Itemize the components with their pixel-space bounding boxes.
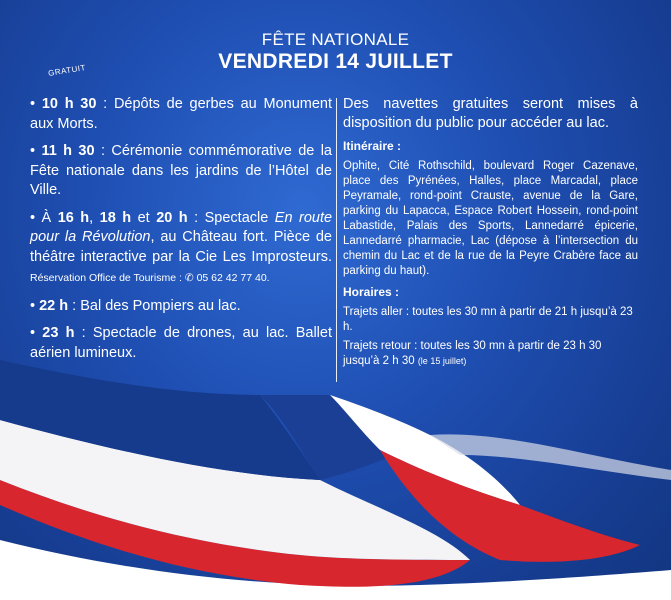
phone-icon: ✆ — [184, 272, 194, 284]
trip-back-note: (le 15 juillet) — [417, 356, 467, 366]
schedule-time: 20 h — [156, 209, 188, 226]
schedule-time: 23 h — [42, 325, 75, 341]
hours-heading: Horaires : — [343, 285, 400, 299]
page-title: VENDREDI 14 JUILLET — [218, 50, 453, 73]
schedule-text: : Spectacle de drones, au lac. Ballet aérien lumineux. — [30, 325, 332, 361]
schedule-text: , au Château fort. Pièce de théâtre interactive par la Cie Les Improsteurs. — [30, 229, 332, 265]
schedule-text: : Spectacle — [187, 209, 275, 226]
trip-back-text: Trajets retour : toutes les 30 mn à partir de 23 h 30 jusqu’à 2 h 30 — [343, 340, 602, 367]
schedule-text: : Dépôts de gerbes au Monument aux Morts. — [30, 96, 332, 132]
schedule-text: : Bal des Pompiers au lac. — [68, 297, 241, 314]
shuttle-intro: Des navettes gratuites seront mises à disposition du public pour accéder au lac. — [343, 96, 638, 131]
schedule-item: • À 16 h, 18 h et 20 h : Spectacle En route pour la Révolution, au Château fort. Pièce de théâtre interactive par la Cie Les Improsteurs. Réservation Office de Tourisme : ✆ 05 62 42 77 40. — [30, 209, 333, 284]
phone-number[interactable]: 05 62 42 77 40. — [193, 272, 270, 284]
reservation-text: Réservation Office de Tourisme : — [30, 272, 185, 284]
show-title: En route pour la Révolution — [30, 209, 333, 245]
itinerary-text: Ophite, Cité Rothschild, boulevard Roger Cazenave, place des Pyrénées, Halles, place Marcadal, place Peyramale, rond-point Crauste, avenue de la Gare, parking du Lapacca, Espace Robert Hossein, rond-point Labastide, Palais des Sports, Lannedarré épicerie, Lannedarré pharmacie, Lac (dépose à l’intersection du chemin du Lac et de la rue de la Peyre Crabère face au parking du haut). — [343, 160, 638, 277]
schedule-time: 10 h 30 — [41, 96, 97, 112]
schedule-text: : Cérémonie commémorative de la Fête nationale dans les jardins de l’Hôtel de Ville. — [30, 143, 332, 198]
free-tag: GRATUIT — [47, 63, 87, 78]
schedule-time: 16 h — [57, 209, 90, 226]
itinerary-heading: Itinéraire : — [343, 139, 402, 153]
schedule-time: 22 h — [39, 297, 69, 314]
schedule-time: 11 h 30 — [41, 143, 95, 159]
trip-out: Trajets aller : toutes les 30 mn à partir de 21 h jusqu’à 23 h. — [343, 306, 633, 333]
pretitle: FÊTE NATIONALE — [261, 30, 410, 49]
schedule-time: 18 h — [99, 209, 132, 226]
schedule-item: • 10 h 30 : Dépôts de gerbes au Monument aux Morts. — [30, 96, 332, 132]
schedule-text: , — [89, 209, 100, 226]
schedule-text: et — [131, 209, 157, 226]
schedule-item: • 22 h : Bal des Pompiers au lac. — [30, 297, 241, 314]
schedule-item: • 23 h : Spectacle de drones, au lac. Ballet aérien lumineux. — [30, 325, 332, 361]
schedule-text: À — [41, 209, 58, 226]
schedule-item: • 11 h 30 : Cérémonie commémorative de la Fête nationale dans les jardins de l’Hôtel de Ville. — [30, 143, 332, 198]
